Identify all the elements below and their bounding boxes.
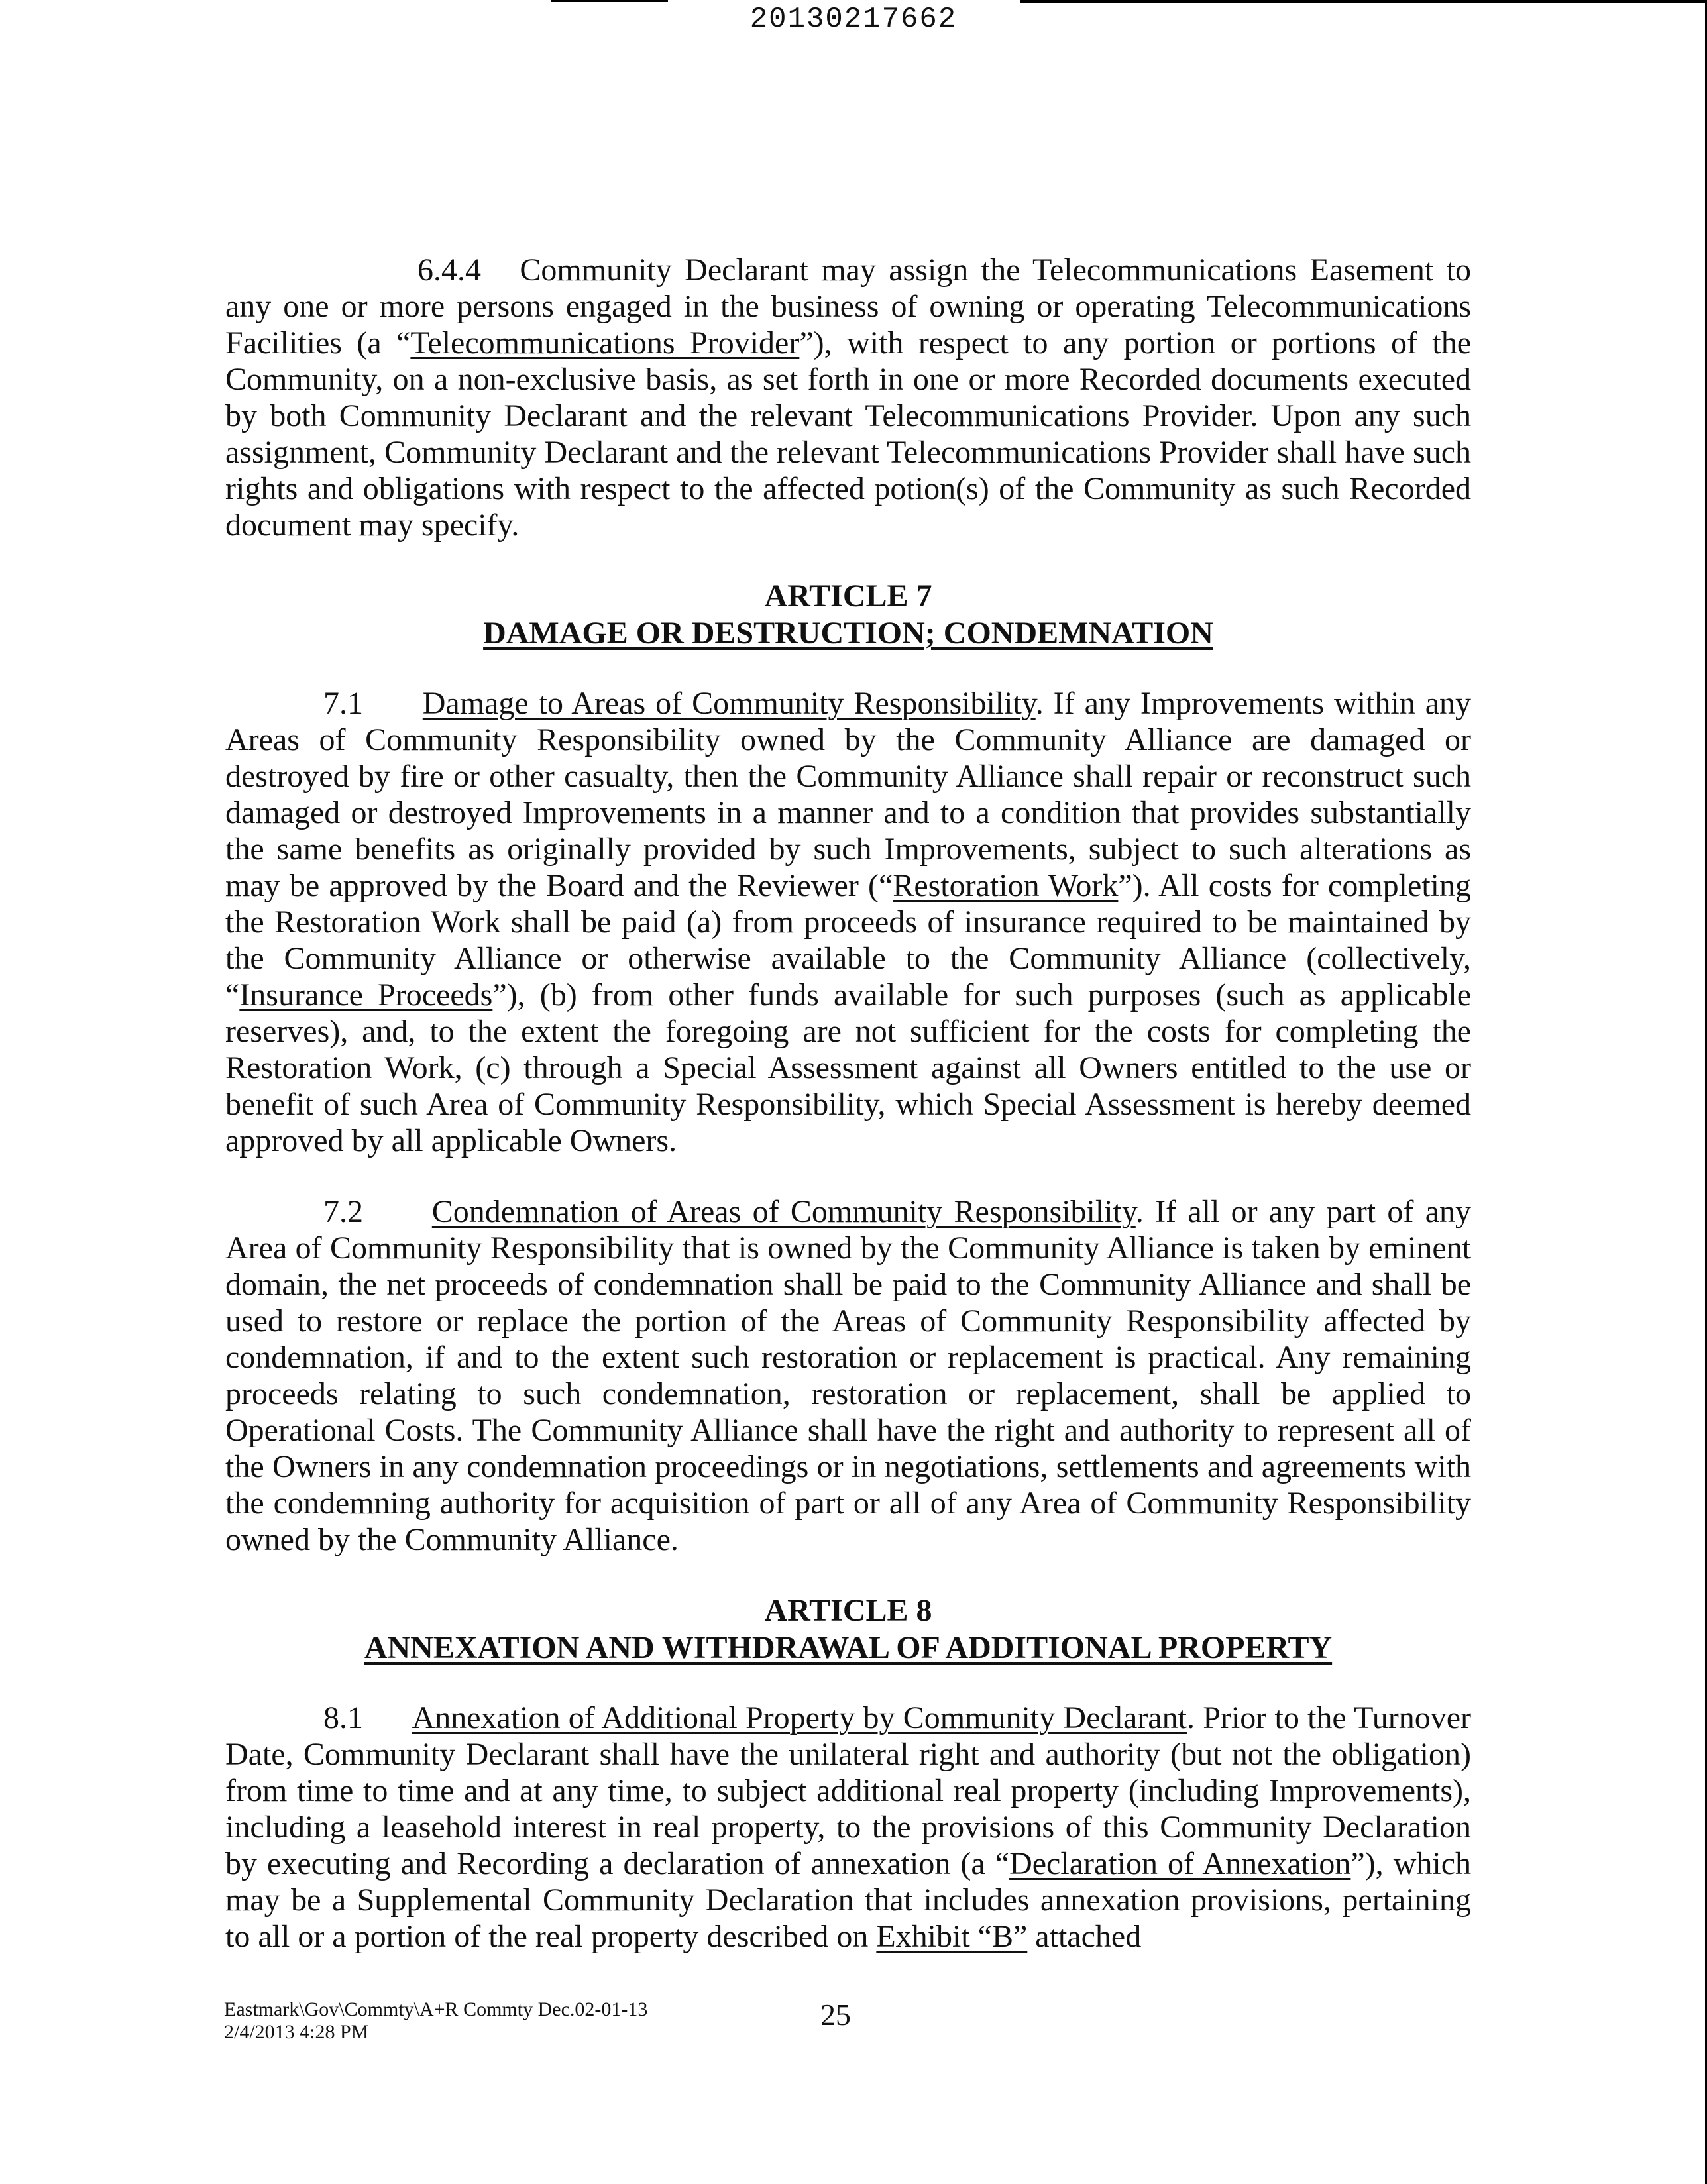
section-text: . If all or any part of any Area of Community Responsibility that is owned by the Community Alliance is taken by eminent domain, the net proceeds of condemnation shall be paid to the Community Alliance and shall be used to restore or replace the portion of the Areas of Community Responsibility affected by condemnation, if and to the extent such restoration or replacement is practical. Any remaining proceeds relating to such condemnation, restoration or replacement, shall be applied to Operational Costs. The Community Alliance shall have the right and authority to represent all of the Owners in any condemnation proceedings or in negotiations, settlements and agreements with the condemning authority for acquisition of part or all of any Area of Community Responsibility owned by the Community Alliance. (225, 1194, 1471, 1557)
defined-term: Restoration Work (893, 868, 1119, 903)
section-number: 7.1 (323, 686, 363, 721)
footer-timestamp: 2/4/2013 4:28 PM (224, 2021, 369, 2043)
article-subtitle: ANNEXATION AND WITHDRAWAL OF ADDITIONAL PROPERTY (364, 1630, 1333, 1665)
article-title: ARTICLE 8 (764, 1593, 932, 1628)
section-text: ”), with respect to any portion or portions of the Community, on a non-exclusive basis, as set forth in one or more Recorded documents executed by both Community Declarant and the relevant Telecommunications Provider. Upon any such assignment, Community Declarant and the relevant Telecommunications Provider shall have such rights and obligations with respect to the affected potion(s) of the Community as such Recorded document may specify. (225, 325, 1471, 543)
section-7-2 (225, 1193, 1471, 1558)
section-text: . Prior to the Turnover Date, Community Declarant shall have the unilateral right and authority (but not the obligation) from time to time and at any time, to subject additional real property (including Improvements), including a leasehold interest in real property, to the provisions of this Community Declaration by executing and Recording a declaration of annexation (a “ (225, 1700, 1472, 1881)
footer-file-path: Eastmark\Gov\Commty\A+R Commty Dec.02-01-13 (224, 1998, 648, 2020)
page-number: 25 (820, 1998, 851, 2032)
section-heading: Annexation of Additional Property by Community Declarant (412, 1700, 1187, 1735)
section-number: 6.4.4 (417, 252, 481, 288)
recording-number: 20130217662 (749, 3, 958, 36)
defined-term: Telecommunications Provider (410, 325, 800, 360)
document-body (225, 252, 1471, 1955)
section-text: ”), (b) from other funds available for such purposes (such as applicable reserves), and, to the extent the foregoing are not sufficient for the costs for completing the Restoration Work, (c) through a Special Assessment against all Owners entitled to the use or benefit of such Area of Community Responsibility, which Special Assessment is hereby deemed approved by all applicable Owners. (225, 977, 1472, 1158)
section-text: attached (1027, 1919, 1142, 1954)
section-number: 8.1 (323, 1700, 363, 1735)
top-border-rule (551, 0, 668, 2)
section-text: ”), which may be a Supplemental Community Declaration that includes annexation provisions, pertaining to all or a portion of the real property described on (225, 1846, 1472, 1954)
section-text: ”). All costs for completing the Restoration Work shall be paid (a) from proceeds of insurance required to be maintained by the Community Alliance or otherwise available to the Community Alliance (collectively, “ (225, 868, 1471, 1012)
section-6-4-4 (225, 252, 1471, 543)
section-8-1 (225, 1700, 1471, 1955)
section-text: Community Declarant may assign the Telecommunications Easement to any one or more persons engaged in the business of owning or operating Telecommunications Facilities (a “ (225, 252, 1472, 360)
section-7-1 (225, 685, 1471, 1159)
section-text: . If any Improvements within any Areas of Community Responsibility owned by the Community Alliance are damaged or destroyed by fire or other casualty, then the Community Alliance shall repair or reconstruct such damaged or destroyed Improvements in a manner and to a condition that provides substantially the same benefits as originally provided by such Improvements, subject to such alterations as may be approved by the Board and the Reviewer (“ (225, 686, 1472, 903)
defined-term: Declaration of Annexation (1009, 1846, 1351, 1881)
exhibit-reference: Exhibit “B” (876, 1919, 1028, 1954)
article-subtitle: DAMAGE OR DESTRUCTION; CONDEMNATION (483, 616, 1213, 651)
footer-file-info (224, 1998, 647, 2044)
section-heading: Condemnation of Areas of Community Responsibility (431, 1194, 1136, 1229)
article-title: ARTICLE 7 (764, 578, 932, 614)
section-heading: Damage to Areas of Community Responsibility (422, 686, 1036, 721)
section-number: 7.2 (323, 1194, 363, 1229)
defined-term: Insurance Proceeds (239, 977, 493, 1012)
